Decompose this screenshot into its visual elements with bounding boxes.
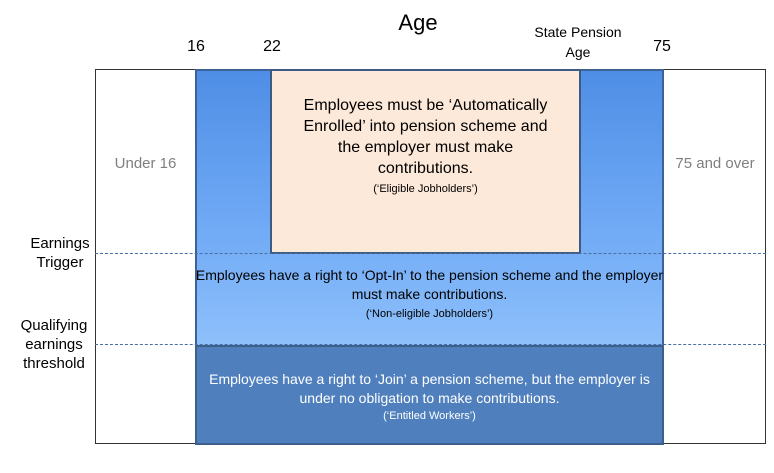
eligible-jobholders-zone xyxy=(270,69,581,254)
eligible-jobholders-text: Employees must be ‘Automatically Enrolled’ into pension scheme and the employer must make contributions. xyxy=(303,97,548,177)
age-axis-title: Age xyxy=(398,10,438,35)
earnings-trigger-line xyxy=(95,253,766,254)
eligible-jobholders-label: (‘Eligible Jobholders’) xyxy=(373,183,478,195)
non-eligible-jobholders-text: Employees have a right to ‘Opt-In’ to the pension scheme and the employer must make contributions. xyxy=(195,267,664,302)
entitled-workers-text: Employees have a right to ‘Join’ a pension scheme, but the employer is under no obligation to make contributions. xyxy=(209,371,650,406)
non-eligible-jobholders-label: (‘Non-eligible Jobholders’) xyxy=(365,308,494,320)
qualifying-threshold-label: Qualifying earnings threshold xyxy=(20,317,88,372)
entitled-workers-zone xyxy=(195,345,664,445)
qualifying-threshold-line xyxy=(95,344,766,345)
under-16-label: Under 16 xyxy=(114,155,177,172)
over-75-label: 75 and over xyxy=(675,155,755,172)
non-eligible-jobholders-zone xyxy=(195,266,664,324)
age-22-label: 22 xyxy=(263,38,281,55)
earnings-trigger-label: Earnings Trigger xyxy=(30,235,90,271)
age-75-label: 75 xyxy=(653,38,671,55)
entitled-workers-label: (‘Entitled Workers’) xyxy=(383,410,476,422)
age-16-label: 16 xyxy=(187,38,205,55)
state-pension-age-label: State Pension Age xyxy=(534,24,622,60)
